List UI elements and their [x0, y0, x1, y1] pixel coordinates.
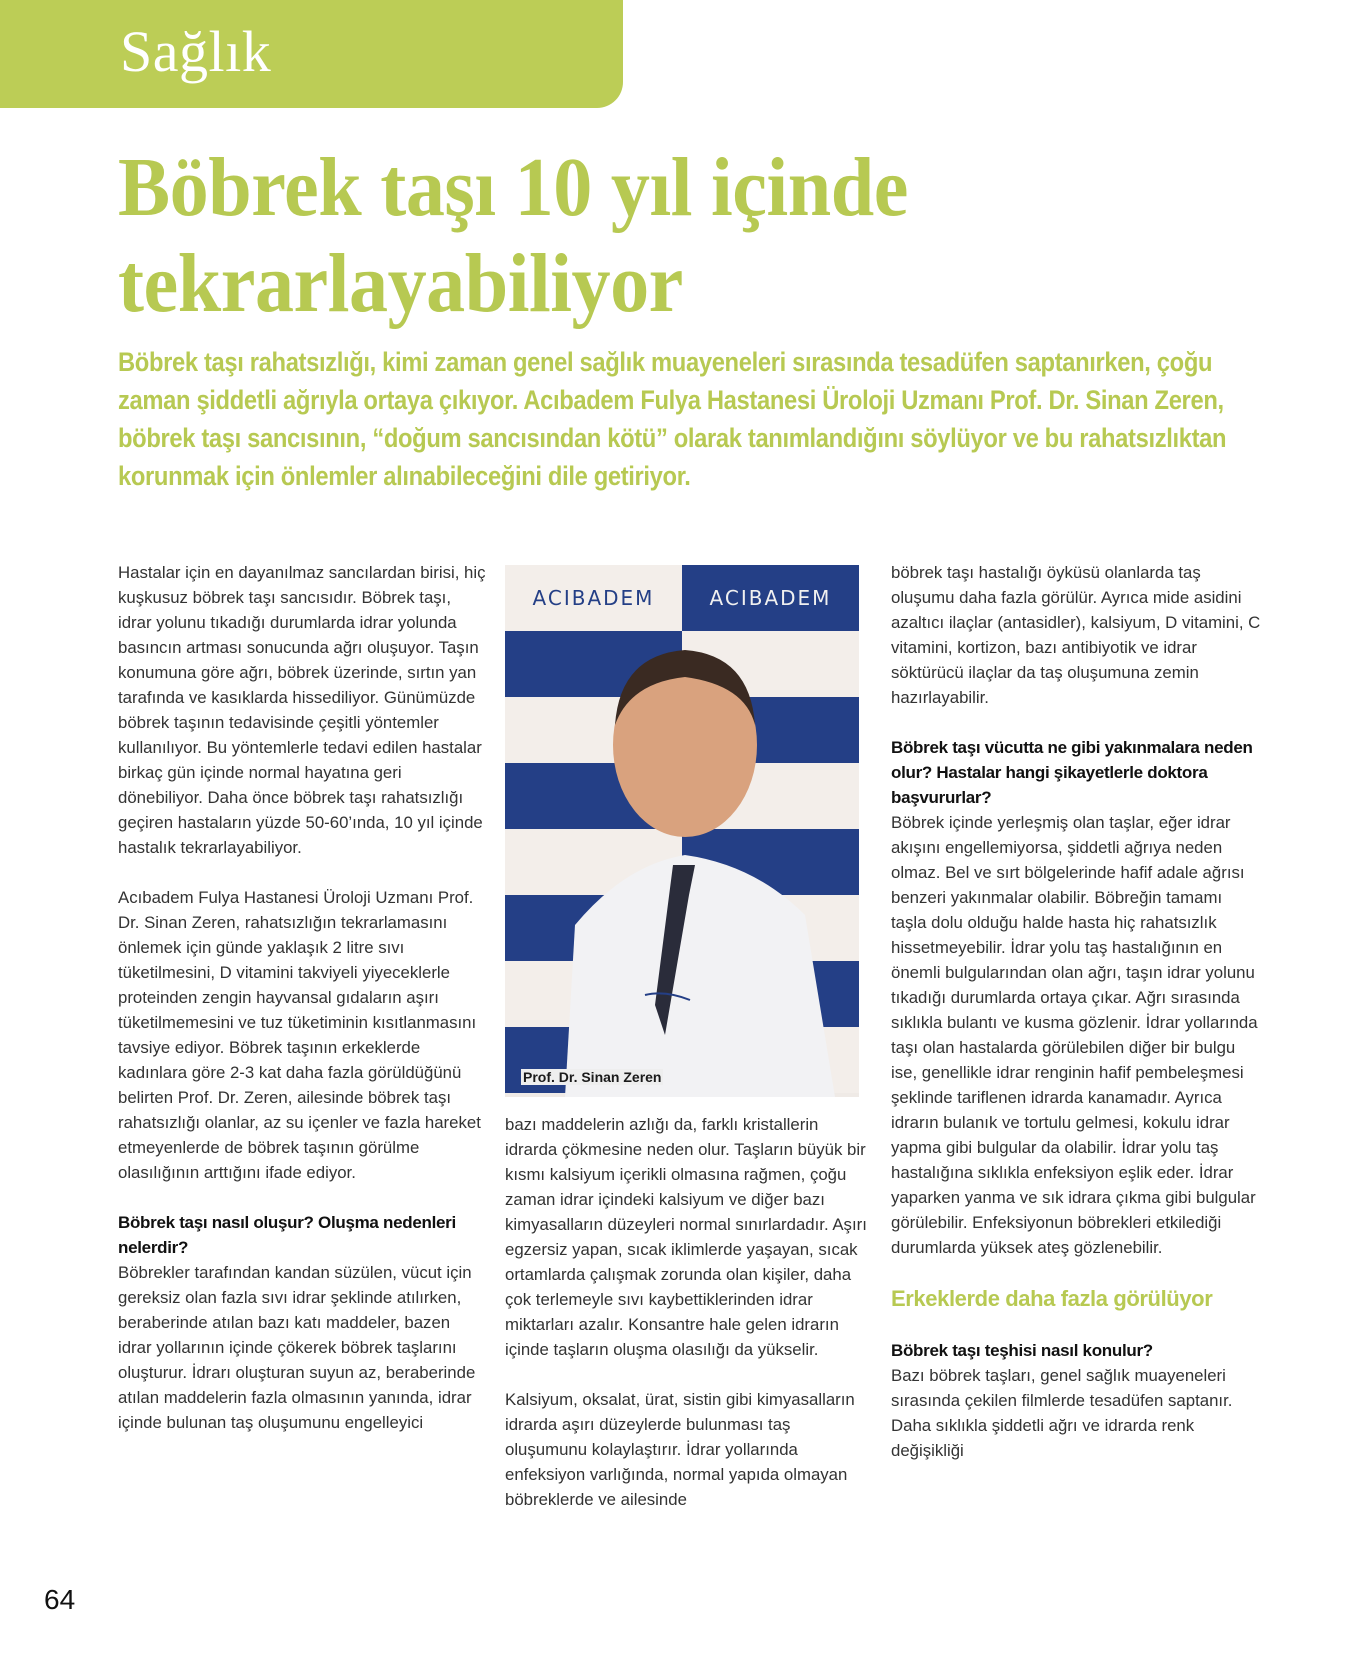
article-deck: Böbrek taşı rahatsızlığı, kimi zaman genel sağlık muayeneleri sırasında tesadüfen saptanırken, çoğu zaman şiddetli ağrıyla ortaya çıkıyor. Acıbadem Fulya Hastanesi Üroloji Uzmanı Prof. Dr. Sinan Zeren, böbrek taşı sancısının, “doğum sancısından kötü” olarak tanımlandığını söylüyor ve bu rahatsızlıktan korunmak için önlemler alınabileceğini dile getiriyor. — [118, 347, 1227, 491]
subheading: Böbrek taşı nasıl oluşur? Oluşma nedenleri nelerdir? — [118, 1213, 456, 1257]
brand-tile: ACIBADEM — [682, 565, 859, 631]
paragraph: Kalsiyum, oksalat, ürat, sistin gibi kimyasalların idrarda aşırı düzeylerde bulunması taş oluşumunu kolaylaştırır. İdrar yollarında enfeksiyon varlığında, normal yapıda olmayan böbreklerde ve ailesinde — [505, 1390, 855, 1509]
column-2 — [505, 1112, 875, 1537]
section-band — [0, 0, 623, 108]
subheading: Böbrek taşı vücutta ne gibi yakınmalara neden olur? Hastalar hangi şikayetlerle doktora başvururlar? — [891, 738, 1253, 807]
column-3 — [891, 560, 1261, 1488]
column-1 — [118, 560, 488, 1460]
section-label: Sağlık — [120, 19, 272, 84]
brand-tile: ACIBADEM — [505, 565, 682, 631]
paragraph: Acıbadem Fulya Hastanesi Üroloji Uzmanı Prof. Dr. Sinan Zeren, rahatsızlığın tekrarlamasını önlemek için günde yaklaşık 2 litre sıvı tüketilmesini, D vitamini takviyeli yiyeceklerle proteinden zengin hayvansal gıdaların aşırı tüketilmemesini ve tuz tüketiminin kısıtlanmasını tavsiye ediyor. Böbrek taşının erkeklerde kadınlara göre 2-3 kat daha fazla görüldüğünü belirten Prof. Dr. Zeren, ailesinde böbrek taşı rahatsızlığı olanlar, az su içenler ve fazla hareket etmeyenlerde de böbrek taşının görülme olasılığının arttığını ifade ediyor. — [118, 888, 481, 1182]
paragraph: bazı maddelerin azlığı da, farklı kristallerin idrarda çökmesine neden olur. Taşların büyük bir kısmı kalsiyum içerikli olmasına rağmen, çoğu zaman idrar içindeki kalsiyum ve diğer bazı kimyasalların düzeyleri normal sınırlardadır. Aşırı egzersiz yapan, sıcak iklimlerde yaşayan, sıcak ortamlarda çalışmak zorunda olan kişiler, daha çok terlemeyle sıvı kaybettiklerinden idrar miktarları azalır. Konsantre hale gelen idrarın içinde taşların oluşma olasılığı da yükselir. — [505, 1115, 867, 1359]
article-title: Böbrek taşı 10 yıl içinde tekrarlayabiliyor — [118, 141, 908, 330]
paragraph: Böbrek içinde yerleşmiş olan taşlar, eğer idrar akışını engellemiyorsa, şiddetli ağrıya neden olmaz. Bel ve sırt bölgelerinde hafif adale ağrısı benzeri yakınmalar olabilir. Böbreğin tamamı taşla dolu olduğu halde hasta hiç rahatsızlık hissetmeyebilir. İdrar yolu taş hastalığının en önemli bulgularından olan ağrı, taşın idrar yolunu tıkadığı durumlarda ortaya çıkar. Ağrı sırasında sıklıkla bulantı ve kusma gözlenir. İdrar yollarında taşı olan hastalarda görülebilen diğer bir bulgu ise, genellikle idrar renginin hafif pembeleşmesi şeklinde tariflenen idrarda kanamadır. Ayrıca idrarın bulanık ve tortulu gelmesi, kokulu idrar yapma gibi bulgular da olabilir. İdrar yolu taş hastalığına sıklıkla enfeksiyon eşlik eder. İdrar yaparken yanma ve sık idrara çıkma gibi bulgular görülebilir. Enfeksiyonun böbrekleri etkilediği durumlarda yüksek ateş gözlenebilir. — [891, 813, 1258, 1257]
paragraph: Bazı böbrek taşları, genel sağlık muayeneleri sırasında çekilen filmlerde tesadüfen saptanır. Daha sıklıkla şiddetli ağrı ve idrarda renk değişikliği — [891, 1366, 1233, 1460]
subheading: Böbrek taşı teşhisi nasıl konulur? — [891, 1341, 1153, 1360]
section-heading: Erkeklerde daha fazla görülüyor — [891, 1286, 1213, 1311]
portrait-photo — [505, 565, 859, 1097]
page-number: 64 — [44, 1584, 76, 1615]
photo-caption: Prof. Dr. Sinan Zeren — [523, 1069, 662, 1085]
brand-backdrop — [505, 565, 859, 1097]
paragraph: böbrek taşı hastalığı öyküsü olanlarda taş oluşumu daha fazla görülür. Ayrıca mide asidini azaltıcı ilaçlar (antasidler), kalsiyum, D vitamini, C vitamini, kortizon, bazı antibiyotik ve idrar söktürücü ilaçlar da taş oluşumuna zemin hazırlayabilir. — [891, 563, 1261, 707]
paragraph: Hastalar için en dayanılmaz sancılardan birisi, hiç kuşkusuz böbrek taşı sancısıdır. Böbrek taşı, idrar yolunu tıkadığı durumlarda idrar yolunda basıncın artması sonucunda ağrı oluşuyor. Taşın konumuna göre ağrı, böbrek üzerinde, sırtın yan tarafında ve kasıklarda hissediliyor. Günümüzde böbrek taşının tedavisinde çeşitli yöntemler kullanılıyor. Bu yöntemlerle tedavi edilen hastalar birkaç gün içinde normal hayatına geri dönebiliyor. Daha önce böbrek taşı rahatsızlığı geçiren hastaların yüzde 50-60’ında, 10 yıl içinde hastalık tekrarlayabiliyor. — [118, 563, 486, 857]
paragraph: Böbrekler tarafından kandan süzülen, vücut için gereksiz olan fazla sıvı idrar şeklinde atılırken, beraberinde atılan bazı katı maddeler, bazen idrar yollarının içinde çökerek böbrek taşlarını oluşturur. İdrarı oluşturan suyun az, beraberinde atılan maddelerin fazla olmasının yanında, idrar içinde bulunan taş oluşumunu engelleyici — [118, 1263, 476, 1432]
